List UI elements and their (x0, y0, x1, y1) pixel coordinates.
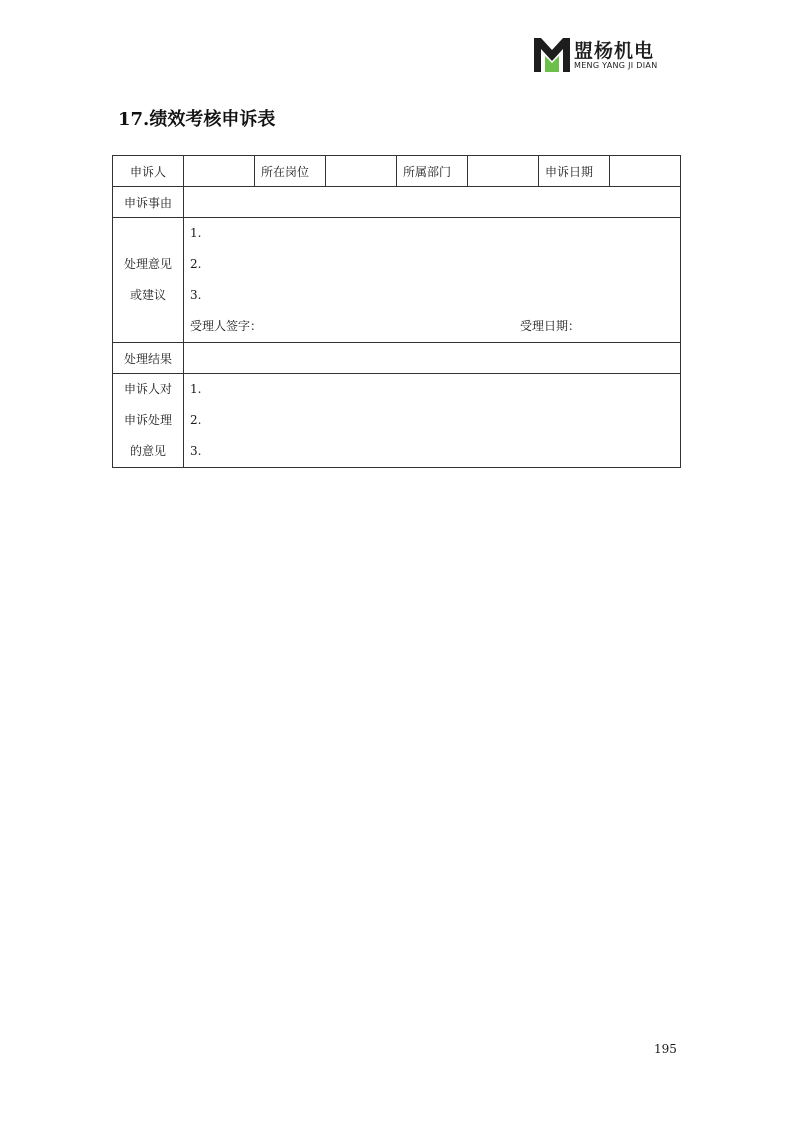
feedback-label-line: 的意见 (129, 444, 166, 458)
table-row (113, 187, 681, 218)
brand-name: 盟杨机电 (574, 40, 655, 62)
appellant-field[interactable] (184, 156, 255, 187)
feedback-label-line: 申诉处理 (123, 413, 172, 427)
opinion-item: 3. (190, 288, 202, 302)
opinion-label-line: 或建议 (129, 288, 166, 302)
brand-subtitle: MENG YANG JI DIAN (574, 61, 658, 70)
appeal-form-table (112, 155, 681, 468)
feedback-item: 3. (190, 444, 202, 458)
receiver-date-label: 受理日期： (519, 319, 580, 333)
position-label: 所在岗位 (255, 156, 326, 187)
position-field[interactable] (326, 156, 397, 187)
feedback-label (113, 374, 184, 468)
feedback-item: 1. (190, 382, 202, 396)
table-row (113, 156, 681, 187)
department-label: 所属部门 (397, 156, 468, 187)
appellant-label: 申诉人 (113, 156, 184, 187)
feedback-item: 2. (190, 413, 202, 427)
feedback-field[interactable] (184, 374, 681, 468)
opinion-item: 2. (190, 257, 202, 271)
receiver-signature-label: 受理人签字： (190, 319, 263, 333)
table-row (113, 343, 681, 374)
appeal-date-label: 申诉日期 (539, 156, 610, 187)
opinion-field[interactable] (184, 218, 681, 343)
document-title: 17.绩效考核申诉表 (118, 109, 276, 130)
appeal-date-field[interactable] (610, 156, 681, 187)
result-field[interactable] (184, 343, 681, 374)
appeal-reason-label: 申诉事由 (113, 187, 184, 218)
opinion-label-line: 处理意见 (123, 257, 172, 271)
appeal-reason-field[interactable] (184, 187, 681, 218)
signature-line (190, 311, 674, 342)
result-label: 处理结果 (113, 343, 184, 374)
feedback-label-line: 申诉人对 (123, 382, 172, 396)
opinion-item: 1. (190, 226, 202, 240)
department-field[interactable] (468, 156, 539, 187)
page-number: 195 (654, 1042, 677, 1056)
logo-mark-icon (534, 38, 570, 72)
table-row (113, 218, 681, 343)
company-logo (534, 36, 674, 76)
opinion-label (113, 218, 184, 343)
table-row (113, 374, 681, 468)
